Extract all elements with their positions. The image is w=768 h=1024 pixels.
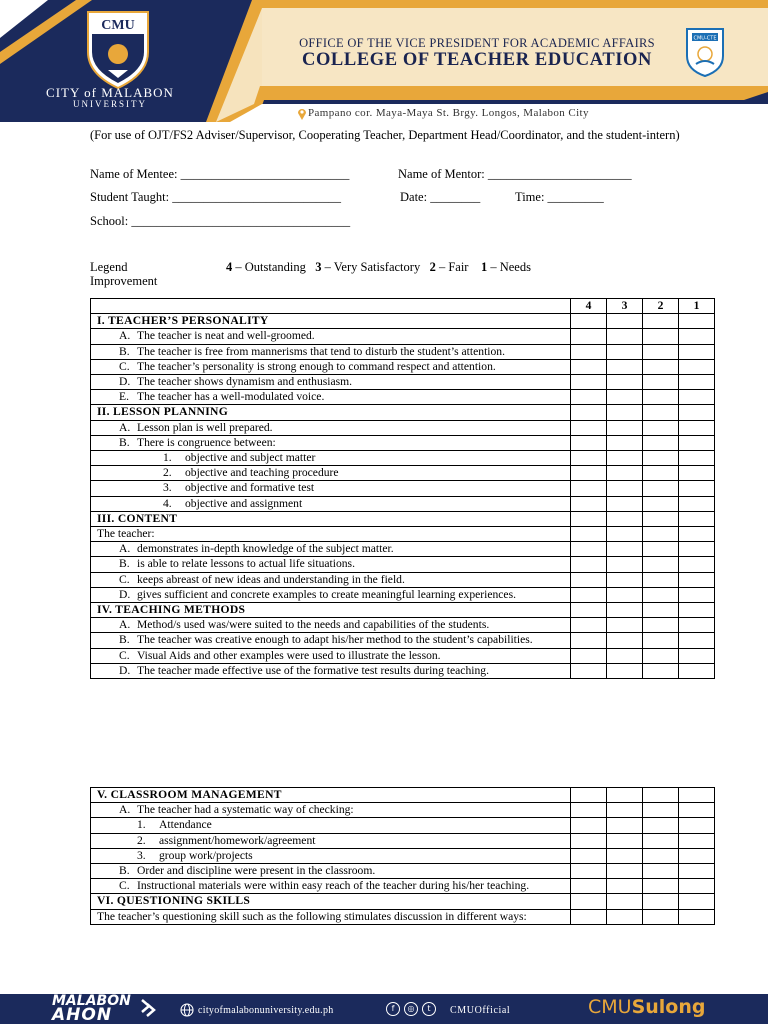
rating-cell[interactable] bbox=[571, 833, 607, 848]
section-lead: The teacher: bbox=[91, 527, 571, 542]
rating-cell[interactable] bbox=[607, 481, 643, 496]
rating-cell[interactable] bbox=[643, 466, 679, 481]
twitter-icon[interactable]: t bbox=[422, 1002, 436, 1016]
rating-cell[interactable] bbox=[571, 587, 607, 602]
rating-cell[interactable] bbox=[679, 329, 715, 344]
social-handle[interactable]: CMUOfficial bbox=[450, 1005, 511, 1016]
legend-2: 2 bbox=[429, 260, 436, 274]
cmu-logo bbox=[80, 8, 156, 90]
item-text: Order and discipline were present in the classroom. bbox=[137, 864, 376, 878]
rating-cell[interactable] bbox=[607, 420, 643, 435]
rating-cell[interactable] bbox=[607, 344, 643, 359]
item-text: Method/s used was/were suited to the needs and capabilities of the students. bbox=[137, 618, 490, 632]
legend-2-text: – Fair bbox=[435, 260, 469, 274]
rating-cell[interactable] bbox=[643, 864, 679, 879]
rating-cell[interactable] bbox=[679, 542, 715, 557]
rating-cell[interactable] bbox=[643, 420, 679, 435]
rating-cell[interactable] bbox=[571, 572, 607, 587]
rating-cell[interactable] bbox=[571, 879, 607, 894]
rating-cell[interactable] bbox=[643, 572, 679, 587]
section-row bbox=[91, 603, 715, 618]
legend-3: 3 bbox=[315, 260, 322, 274]
rating-cell[interactable] bbox=[679, 633, 715, 648]
table-row: C. keeps abreast of new ideas and understanding in the field. bbox=[91, 572, 715, 587]
section-title: V. CLASSROOM MANAGEMENT bbox=[91, 788, 571, 803]
mentor-field[interactable]: Name of Mentor: _______________________ bbox=[398, 167, 632, 181]
rating-cell[interactable] bbox=[571, 618, 607, 633]
rating-cell[interactable] bbox=[607, 818, 643, 833]
section-row bbox=[91, 405, 715, 420]
item-text: group work/projects bbox=[159, 848, 253, 862]
rating-cell[interactable] bbox=[571, 648, 607, 663]
rating-cell[interactable] bbox=[679, 390, 715, 405]
score-header-row bbox=[91, 299, 715, 314]
item-text: assignment/homework/agreement bbox=[159, 833, 316, 847]
rating-cell[interactable] bbox=[679, 848, 715, 863]
rating-cell[interactable] bbox=[571, 633, 607, 648]
logo-text: CMU bbox=[101, 18, 135, 33]
section-title: III. CONTENT bbox=[91, 511, 571, 526]
website-link[interactable]: cityofmalabonuniversity.edu.ph bbox=[198, 1005, 334, 1016]
section-title: IV. TEACHING METHODS bbox=[91, 603, 571, 618]
rating-cell[interactable] bbox=[607, 833, 643, 848]
item-text: There is congruence between: bbox=[137, 435, 276, 449]
rating-cell[interactable] bbox=[643, 818, 679, 833]
chevron-right-icon bbox=[140, 998, 156, 1020]
address: Pampano cor. Maya-Maya St. Brgy. Longos, Malabon City bbox=[308, 107, 589, 119]
item-text: The teacher is free from mannerisms that tend to disturb the student’s attention. bbox=[137, 344, 505, 358]
rating-cell[interactable] bbox=[679, 618, 715, 633]
score-header-4: 4 bbox=[571, 299, 607, 314]
table-row: 2. assignment/homework/agreement bbox=[91, 833, 715, 848]
table-row: 4. objective and assignment bbox=[91, 496, 715, 511]
table-row: B. The teacher is free from mannerisms that tend to disturb the student’s attention. bbox=[91, 344, 715, 359]
rating-cell[interactable] bbox=[607, 496, 643, 511]
rating-cell[interactable] bbox=[679, 466, 715, 481]
rating-cell[interactable] bbox=[679, 481, 715, 496]
legend-items bbox=[226, 260, 531, 275]
facebook-icon[interactable]: f bbox=[386, 1002, 400, 1016]
table-row: C. Instructional materials were within easy reach of the teacher during his/her teaching. bbox=[91, 879, 715, 894]
ahon-line-1: MALABON bbox=[52, 993, 131, 1009]
table-row: B. There is congruence between: bbox=[91, 435, 715, 450]
rating-cell[interactable] bbox=[607, 587, 643, 602]
rating-cell[interactable] bbox=[643, 496, 679, 511]
rating-cell[interactable] bbox=[679, 420, 715, 435]
rating-cell[interactable] bbox=[679, 864, 715, 879]
rating-cell[interactable] bbox=[679, 344, 715, 359]
score-header-3: 3 bbox=[607, 299, 643, 314]
item-text: gives sufficient and concrete examples to create meaningful learning experiences. bbox=[137, 587, 516, 601]
rating-cell[interactable] bbox=[571, 359, 607, 374]
item-text: The teacher was creative enough to adapt his/her method to the student’s capabilities. bbox=[137, 633, 533, 647]
instagram-icon[interactable]: ◎ bbox=[404, 1002, 418, 1016]
legend-label-2: Improvement bbox=[90, 274, 158, 288]
rating-cell[interactable] bbox=[571, 848, 607, 863]
legend-3-text: – Very Satisfactory bbox=[321, 260, 421, 274]
office-title: OFFICE OF THE VICE PRESIDENT FOR ACADEMIC AFFAIRS bbox=[299, 36, 655, 50]
rating-cell[interactable] bbox=[643, 618, 679, 633]
rating-cell[interactable] bbox=[643, 451, 679, 466]
table-row: D. The teacher shows dynamism and enthusiasm. bbox=[91, 375, 715, 390]
rating-cell[interactable] bbox=[571, 344, 607, 359]
table-row: 1. Attendance bbox=[91, 818, 715, 833]
section-title: II. LESSON PLANNING bbox=[91, 405, 571, 420]
legend-1: 1 bbox=[480, 260, 488, 274]
rating-cell[interactable] bbox=[571, 542, 607, 557]
cte-logo bbox=[684, 26, 726, 78]
section-row bbox=[91, 314, 715, 329]
table-row: A. Lesson plan is well prepared. bbox=[91, 420, 715, 435]
item-text: The teacher shows dynamism and enthusiasm. bbox=[137, 375, 353, 389]
item-text: keeps abreast of new ideas and understanding in the field. bbox=[137, 572, 405, 586]
globe-icon bbox=[180, 1003, 194, 1017]
item-text: Visual Aids and other examples were used to illustrate the lesson. bbox=[137, 648, 441, 662]
rating-cell[interactable] bbox=[643, 879, 679, 894]
school-field[interactable]: School: ___________________________________ bbox=[90, 214, 351, 228]
table-row: B. Order and discipline were present in the classroom. bbox=[91, 864, 715, 879]
rating-cell[interactable] bbox=[679, 375, 715, 390]
section-row bbox=[91, 894, 715, 909]
location-pin-icon bbox=[296, 107, 308, 121]
section-row bbox=[91, 788, 715, 803]
cmu-sulong-logo bbox=[588, 996, 705, 1018]
rating-cell[interactable] bbox=[643, 587, 679, 602]
item-text: objective and formative test bbox=[185, 481, 315, 495]
rating-cell[interactable] bbox=[607, 329, 643, 344]
item-text: The teacher’s personality is strong enough to command respect and attention. bbox=[137, 359, 496, 373]
table-row: D. The teacher made effective use of the formative test results during teaching. bbox=[91, 663, 715, 678]
mentee-field[interactable]: Name of Mentee: ___________________________ bbox=[90, 167, 350, 181]
rating-cell[interactable] bbox=[571, 663, 607, 678]
rating-cell[interactable] bbox=[571, 864, 607, 879]
item-text: Instructional materials were within easy reach of the teacher during his/her teaching. bbox=[137, 879, 530, 893]
header-blank bbox=[91, 299, 571, 314]
usage-note: (For use of OJT/FS2 Adviser/Supervisor, Cooperating Teacher, Department Head/Coordinator, and the student-intern) bbox=[90, 128, 680, 142]
rating-cell[interactable] bbox=[607, 648, 643, 663]
legend-label: Legend bbox=[90, 260, 128, 274]
rating-cell[interactable] bbox=[607, 848, 643, 863]
legend-4-text: – Outstanding bbox=[232, 260, 306, 274]
rating-cell[interactable] bbox=[679, 648, 715, 663]
table-row: A. demonstrates in-depth knowledge of the subject matter. bbox=[91, 542, 715, 557]
rating-cell[interactable] bbox=[607, 618, 643, 633]
item-text: The teacher had a systematic way of checking: bbox=[137, 803, 354, 817]
table-row: 1. objective and subject matter bbox=[91, 451, 715, 466]
cte-logo-text: CMU-CTE bbox=[693, 35, 717, 42]
rating-cell[interactable] bbox=[571, 818, 607, 833]
rating-cell[interactable] bbox=[643, 557, 679, 572]
rating-cell[interactable] bbox=[643, 329, 679, 344]
university-name bbox=[40, 86, 180, 109]
table-row: 3. objective and formative test bbox=[91, 481, 715, 496]
rating-cell[interactable] bbox=[643, 633, 679, 648]
uni-city: CITY of MALABON bbox=[46, 85, 174, 100]
rating-cell[interactable] bbox=[643, 344, 679, 359]
rating-cell[interactable] bbox=[571, 375, 607, 390]
table-row: B. is able to relate lessons to actual life situations. bbox=[91, 557, 715, 572]
rating-cell[interactable] bbox=[607, 466, 643, 481]
item-text: objective and teaching procedure bbox=[185, 466, 339, 480]
rating-cell[interactable] bbox=[607, 375, 643, 390]
rating-cell[interactable] bbox=[643, 359, 679, 374]
item-text: objective and assignment bbox=[185, 496, 303, 510]
item-text: The teacher made effective use of the formative test results during teaching. bbox=[137, 663, 489, 677]
rating-cell[interactable] bbox=[679, 359, 715, 374]
rating-cell[interactable] bbox=[607, 390, 643, 405]
rating-table-2 bbox=[90, 787, 715, 925]
rating-cell[interactable] bbox=[643, 833, 679, 848]
rating-cell[interactable] bbox=[607, 542, 643, 557]
date-field[interactable]: Date: ________ bbox=[400, 190, 481, 204]
uni-sub: UNIVERSITY bbox=[73, 99, 147, 109]
sulong-a: CMU bbox=[588, 996, 632, 1018]
time-field[interactable]: Time: _________ bbox=[515, 190, 604, 204]
rating-cell[interactable] bbox=[643, 663, 679, 678]
table-row: A. The teacher had a systematic way of checking: bbox=[91, 803, 715, 818]
student-taught-field[interactable]: Student Taught: ___________________________ bbox=[90, 190, 341, 204]
score-header-2: 2 bbox=[643, 299, 679, 314]
rating-cell[interactable] bbox=[607, 864, 643, 879]
rating-cell[interactable] bbox=[679, 557, 715, 572]
rating-cell[interactable] bbox=[571, 466, 607, 481]
rating-cell[interactable] bbox=[571, 557, 607, 572]
rating-cell[interactable] bbox=[607, 879, 643, 894]
rating-cell[interactable] bbox=[679, 572, 715, 587]
rating-cell[interactable] bbox=[571, 496, 607, 511]
section-title: VI. QUESTIONING SKILLS bbox=[91, 894, 571, 909]
rating-cell[interactable] bbox=[643, 390, 679, 405]
rating-table-1 bbox=[90, 298, 715, 679]
item-text: is able to relate lessons to actual life situations. bbox=[137, 557, 355, 571]
item-text: Attendance bbox=[159, 818, 212, 832]
item-text: The teacher has a well-modulated voice. bbox=[137, 390, 325, 404]
item-text: objective and subject matter bbox=[185, 451, 316, 465]
rating-cell[interactable] bbox=[643, 648, 679, 663]
section-title: I. TEACHER’S PERSONALITY bbox=[91, 314, 571, 329]
item-text: The teacher is neat and well-groomed. bbox=[137, 329, 315, 343]
table-row: A. The teacher is neat and well-groomed. bbox=[91, 329, 715, 344]
rating-cell[interactable] bbox=[571, 420, 607, 435]
rating-cell[interactable] bbox=[607, 633, 643, 648]
rating-cell[interactable] bbox=[679, 451, 715, 466]
table-row: B. The teacher was creative enough to adapt his/her method to the student’s capabilities. bbox=[91, 633, 715, 648]
legend-1-text: – Needs bbox=[487, 260, 531, 274]
rating-cell[interactable] bbox=[679, 879, 715, 894]
rating-cell[interactable] bbox=[679, 496, 715, 511]
rating-cell[interactable] bbox=[607, 663, 643, 678]
legend-4: 4 bbox=[226, 260, 233, 274]
rating-cell[interactable] bbox=[643, 848, 679, 863]
rating-cell[interactable] bbox=[679, 833, 715, 848]
item-text: Lesson plan is well prepared. bbox=[137, 420, 273, 434]
rating-cell[interactable] bbox=[679, 818, 715, 833]
table-row: 3. group work/projects bbox=[91, 848, 715, 863]
rating-cell[interactable] bbox=[679, 587, 715, 602]
rating-cell[interactable] bbox=[643, 375, 679, 390]
table-row: C. Visual Aids and other examples were used to illustrate the lesson. bbox=[91, 648, 715, 663]
ahon-line-2: AHON bbox=[52, 1005, 113, 1024]
rating-cell[interactable] bbox=[607, 451, 643, 466]
table-row bbox=[91, 909, 715, 924]
table-row bbox=[91, 527, 715, 542]
sulong-b: Sulong bbox=[631, 996, 706, 1018]
section-row bbox=[91, 511, 715, 526]
rating-cell[interactable] bbox=[607, 557, 643, 572]
rating-cell[interactable] bbox=[571, 390, 607, 405]
score-header-1: 1 bbox=[679, 299, 715, 314]
table-row: C. The teacher’s personality is strong enough to command respect and attention. bbox=[91, 359, 715, 374]
rating-cell[interactable] bbox=[679, 663, 715, 678]
rating-cell[interactable] bbox=[571, 329, 607, 344]
table-row: E. The teacher has a well-modulated voice. bbox=[91, 390, 715, 405]
section-lead: The teacher’s questioning skill such as the following stimulates discussion in different ways: bbox=[91, 909, 571, 924]
rating-cell[interactable] bbox=[607, 572, 643, 587]
rating-cell[interactable] bbox=[643, 542, 679, 557]
rating-cell[interactable] bbox=[643, 481, 679, 496]
table-row: D. gives sufficient and concrete examples to create meaningful learning experiences. bbox=[91, 587, 715, 602]
rating-cell[interactable] bbox=[571, 481, 607, 496]
rating-cell[interactable] bbox=[571, 451, 607, 466]
malabon-ahon-logo bbox=[52, 994, 131, 1022]
rating-cell[interactable] bbox=[607, 359, 643, 374]
table-row: A. Method/s used was/were suited to the needs and capabilities of the students. bbox=[91, 618, 715, 633]
item-text: demonstrates in-depth knowledge of the subject matter. bbox=[137, 542, 394, 556]
college-title: COLLEGE OF TEACHER EDUCATION bbox=[301, 50, 653, 70]
table-row: 2. objective and teaching procedure bbox=[91, 466, 715, 481]
